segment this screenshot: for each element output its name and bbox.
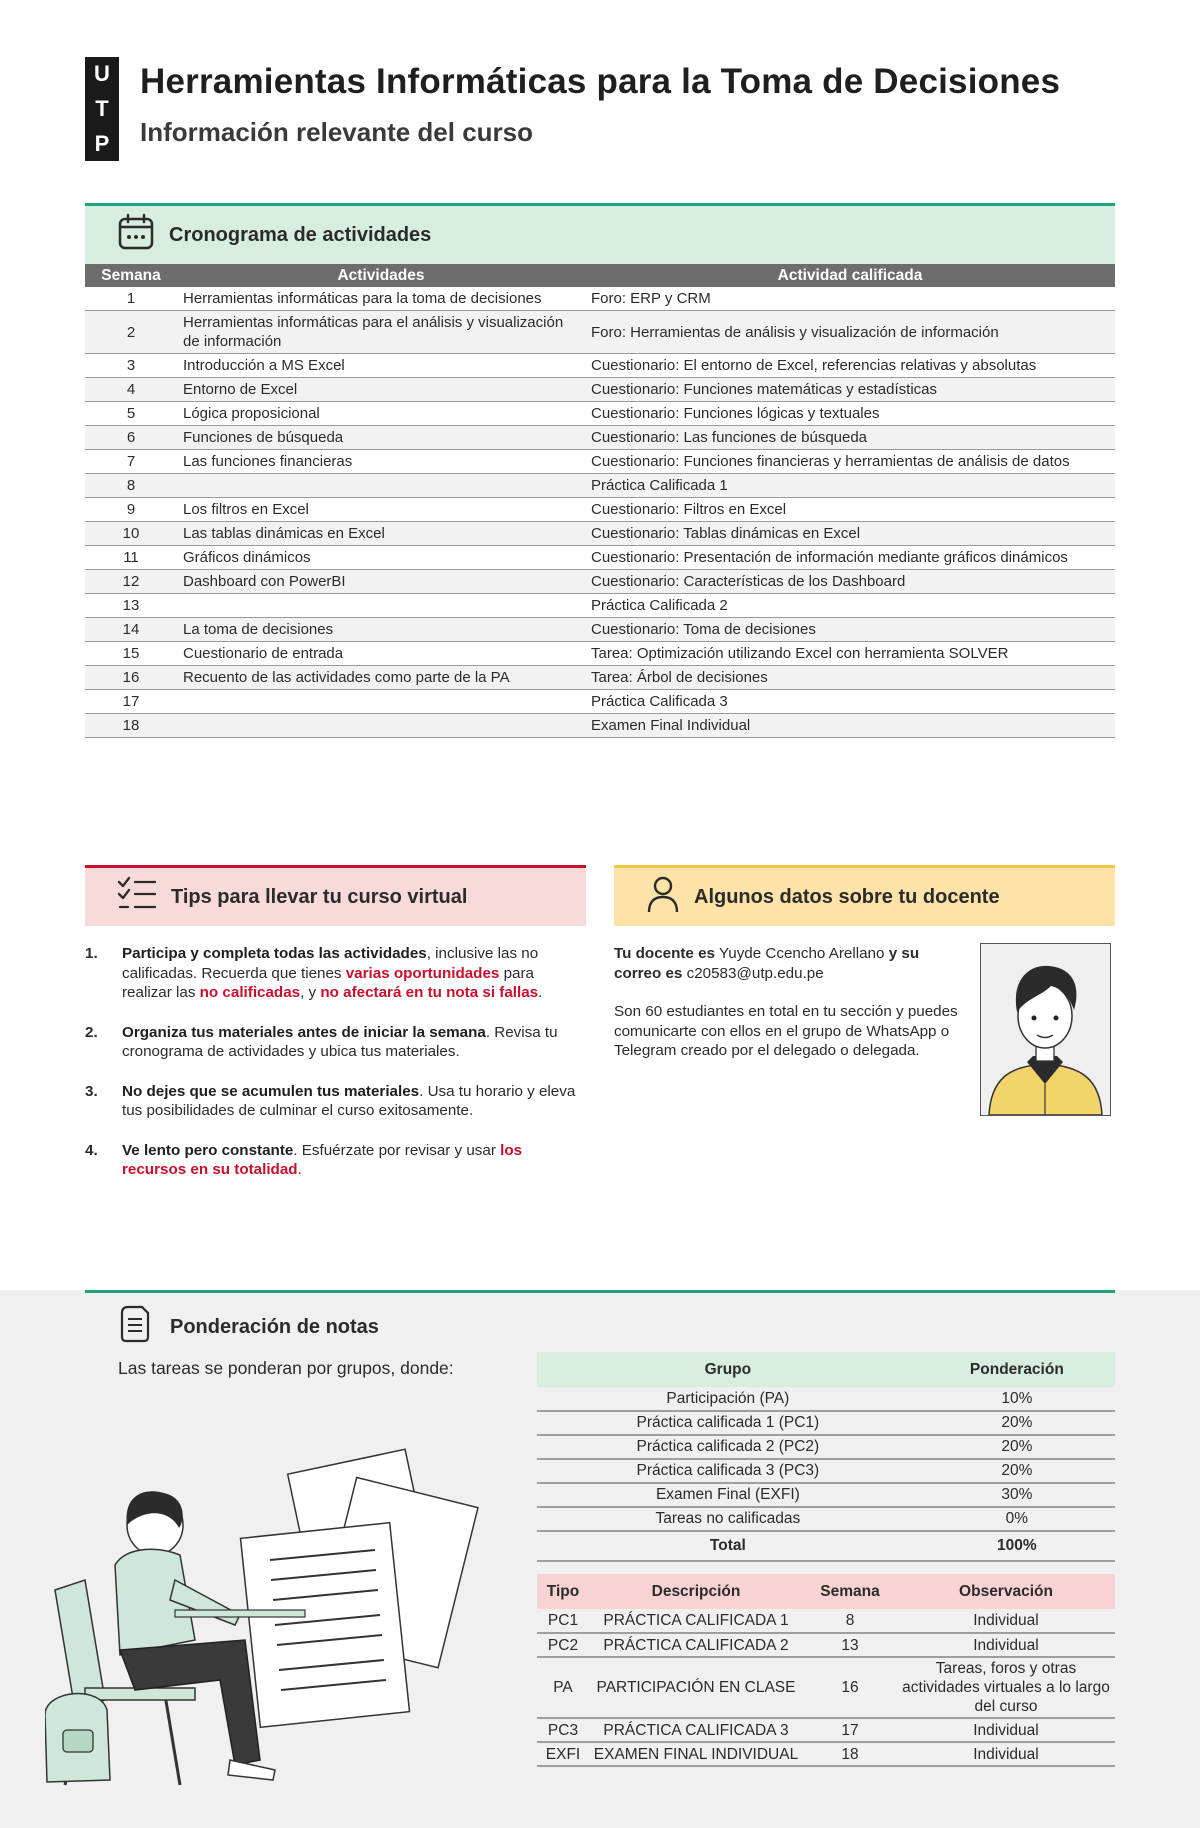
graded-activity-cell: Práctica Calificada 1 (585, 474, 1115, 498)
exam-papers (240, 1449, 477, 1727)
docente-name: Yuyde Ccencho Arellano (718, 945, 885, 962)
docente-and-label: y (888, 945, 898, 962)
col-ponderacion: Ponderación (919, 1352, 1115, 1387)
week-cell: 16 (85, 666, 177, 690)
schedule-row (85, 426, 1115, 450)
tip-text (122, 944, 585, 1003)
description-cell: PRÁCTICA CALIFICADA 3 (589, 1718, 803, 1742)
utp-logo (85, 57, 119, 161)
tip-text (122, 1023, 585, 1062)
schedule-row (85, 474, 1115, 498)
tip-text-part: no calificadas (199, 984, 301, 1001)
tip-text-part: para realizar las (122, 964, 534, 1001)
graded-activity-cell: Tarea: Optimización utilizando Excel con herramienta SOLVER (585, 642, 1115, 666)
tip-number: 1. (85, 945, 98, 962)
total-value: 100% (919, 1531, 1115, 1561)
graded-activity-cell: Cuestionario: Funciones lógicas y textuales (585, 402, 1115, 426)
tip-text (122, 1141, 585, 1180)
tip-item (85, 1141, 585, 1180)
week-cell: 17 (85, 690, 177, 714)
group-cell: Tareas no calificadas (537, 1507, 919, 1531)
weights-table (537, 1352, 1115, 1562)
activity-cell (177, 690, 585, 714)
tip-text-part: varias oportunidades (345, 964, 500, 982)
weights-row (537, 1435, 1115, 1459)
group-cell: Práctica calificada 3 (PC3) (537, 1459, 919, 1483)
schedule-row (85, 546, 1115, 570)
desk (175, 1610, 305, 1617)
schedule-title: Cronograma de actividades (169, 223, 432, 246)
graded-activity-cell: Práctica Calificada 3 (585, 690, 1115, 714)
schedule-row (85, 666, 1115, 690)
page-subtitle: Información relevante del curso (140, 117, 534, 147)
weight-cell: 20% (919, 1411, 1115, 1435)
activity-cell: Las tablas dinámicas en Excel (177, 522, 585, 546)
tip-text-part: los recursos en su totalidad (122, 1141, 523, 1178)
week-cell: 16 (803, 1657, 897, 1718)
logo-letter: T (95, 95, 109, 121)
observation-cell: Tareas, foros y otras actividades virtuales a lo largo del curso (897, 1657, 1115, 1718)
group-cell: Práctica calificada 2 (PC2) (537, 1435, 919, 1459)
activity-cell: Entorno de Excel (177, 378, 585, 402)
weight-cell: 0% (919, 1507, 1115, 1531)
group-cell: Examen Final (EXFI) (537, 1483, 919, 1507)
week-cell: 11 (85, 546, 177, 570)
details-row (537, 1633, 1115, 1657)
activity-cell: Los filtros en Excel (177, 498, 585, 522)
weights-header-row (537, 1352, 1115, 1387)
week-cell: 18 (803, 1742, 897, 1766)
docente-contact (614, 944, 964, 983)
description-cell: PRÁCTICA CALIFICADA 2 (589, 1633, 803, 1657)
schedule-row (85, 287, 1115, 311)
week-cell: 1 (85, 287, 177, 311)
schedule-row (85, 354, 1115, 378)
col-semana: Semana (803, 1574, 897, 1609)
docente-students-text: Son 60 estudiantes en total en tu sección y puedes comunicarte con ellos en el grupo de WhatsApp o Telegram creado por el delegado o delegada. (614, 1003, 958, 1059)
schedule-heading (85, 203, 1115, 264)
weights-row (537, 1411, 1115, 1435)
tip-text-part: Organiza tus materiales antes de iniciar la semana (122, 1023, 486, 1041)
details-row (537, 1742, 1115, 1766)
tipo-cell: PA (537, 1657, 589, 1718)
schedule-row (85, 594, 1115, 618)
schedule-row (85, 618, 1115, 642)
schedule-row (85, 450, 1115, 474)
col-tipo: Tipo (537, 1574, 589, 1609)
docente-heading (614, 865, 1115, 926)
week-cell: 12 (85, 570, 177, 594)
activity-cell: La toma de decisiones (177, 618, 585, 642)
col-actividades: Actividades (177, 264, 585, 287)
tipo-cell: PC2 (537, 1633, 589, 1657)
logo-letter: P (94, 130, 110, 156)
tip-number: 3. (85, 1082, 98, 1100)
tip-number: 2. (85, 1023, 98, 1041)
schedule-row (85, 378, 1115, 402)
col-descripcion: Descripción (589, 1574, 803, 1609)
tip-text-part: . Revisa tu cronograma de actividades y ubica tus materiales. (122, 1023, 558, 1060)
tip-text-part: , y (300, 984, 321, 1001)
week-cell: 15 (85, 642, 177, 666)
tip-text-part: no afectará en tu nota si fallas (320, 984, 539, 1001)
details-row (537, 1609, 1115, 1633)
weight-cell: 20% (919, 1459, 1115, 1483)
ponderacion-divider (85, 1290, 1115, 1293)
activity-cell: Recuento de las actividades como parte de la PA (177, 666, 585, 690)
activity-cell: Herramientas informáticas para el análisis y visualización de información (177, 311, 585, 354)
graded-activity-cell: Foro: ERP y CRM (585, 287, 1115, 311)
week-cell: 10 (85, 522, 177, 546)
schedule-header-row (85, 264, 1115, 287)
tip-number: 4. (85, 1141, 98, 1159)
graded-activity-cell: Foro: Herramientas de análisis y visualización de información (585, 311, 1115, 354)
activity-cell: Lógica proposicional (177, 402, 585, 426)
activity-cell (177, 594, 585, 618)
col-grupo: Grupo (537, 1352, 919, 1387)
week-cell: 18 (85, 714, 177, 738)
details-table (537, 1574, 1115, 1767)
schedule-row (85, 402, 1115, 426)
checklist-icon (117, 876, 157, 918)
activity-cell: Cuestionario de entrada (177, 642, 585, 666)
tip-item (85, 944, 585, 1003)
graded-activity-cell: Tarea: Árbol de decisiones (585, 666, 1115, 690)
total-label: Total (537, 1531, 919, 1561)
page-title: Herramientas Informáticas para la Toma de Decisiones (140, 62, 1061, 101)
week-cell: 17 (803, 1718, 897, 1742)
tip-text-part: . (538, 984, 543, 1001)
week-cell: 6 (85, 426, 177, 450)
graded-activity-cell: Cuestionario: Funciones financieras y herramientas de análisis de datos (585, 450, 1115, 474)
tip-text-part: No dejes que se acumulen tus materiales (122, 1082, 420, 1100)
docente-email[interactable]: c20583@utp.edu.pe (686, 964, 824, 982)
tip-text-part: , inclusive las no calificadas. Recuerda que tienes (122, 945, 539, 982)
tip-item (85, 1082, 585, 1121)
tip-text-part: . Esfuérzate por revisar y usar (293, 1141, 501, 1159)
graded-activity-cell: Cuestionario: Las funciones de búsqueda (585, 426, 1115, 450)
observation-cell: Individual (897, 1718, 1115, 1742)
graded-activity-cell: Examen Final Individual (585, 714, 1115, 738)
week-cell: 13 (803, 1633, 897, 1657)
week-cell: 14 (85, 618, 177, 642)
weight-cell: 30% (919, 1483, 1115, 1507)
details-header-row (537, 1574, 1115, 1609)
week-cell: 8 (85, 474, 177, 498)
tipo-cell: PC1 (537, 1609, 589, 1633)
graded-activity-cell: Cuestionario: Características de los Dashboard (585, 570, 1115, 594)
col-actividad-calificada: Actividad calificada (585, 264, 1115, 287)
col-semana: Semana (85, 264, 177, 287)
graded-activity-cell: Práctica Calificada 2 (585, 594, 1115, 618)
weight-cell: 10% (919, 1387, 1115, 1411)
weight-cell: 20% (919, 1435, 1115, 1459)
week-cell: 5 (85, 402, 177, 426)
tipo-cell: PC3 (537, 1718, 589, 1742)
docente-title: Algunos datos sobre tu docente (694, 885, 1000, 908)
observation-cell: Individual (897, 1742, 1115, 1766)
ponderacion-intro: Las tareas se ponderan por grupos, donde: (118, 1358, 454, 1378)
tip-text (122, 1082, 585, 1121)
tip-text-part: Ve lento pero constante (122, 1141, 294, 1159)
week-cell: 3 (85, 354, 177, 378)
graded-activity-cell: Cuestionario: Filtros en Excel (585, 498, 1115, 522)
activity-cell (177, 714, 585, 738)
activity-cell: Gráficos dinámicos (177, 546, 585, 570)
week-cell: 4 (85, 378, 177, 402)
graded-activity-cell: Cuestionario: El entorno de Excel, referencias relativas y absolutas (585, 354, 1115, 378)
tipo-cell: EXFI (537, 1742, 589, 1766)
docente-mail-label: su correo es (614, 945, 920, 982)
weights-total-row (537, 1531, 1115, 1561)
tip-text-part: . (297, 1161, 302, 1178)
activity-cell: Introducción a MS Excel (177, 354, 585, 378)
tip-item (85, 1023, 585, 1062)
docente-intro-label: Tu docente es (614, 945, 715, 962)
schedule-row (85, 714, 1115, 738)
weights-row (537, 1507, 1115, 1531)
details-row (537, 1718, 1115, 1742)
ponderacion-title: Ponderación de notas (170, 1315, 379, 1338)
schedule-row (85, 690, 1115, 714)
tips-list (85, 944, 585, 1200)
schedule-row (85, 522, 1115, 546)
schedule-row (85, 570, 1115, 594)
col-observacion: Observación (897, 1574, 1115, 1609)
logo-letter: U (94, 61, 110, 87)
tips-title: Tips para llevar tu curso virtual (171, 885, 468, 908)
week-cell: 8 (803, 1609, 897, 1633)
description-cell: PARTICIPACIÓN EN CLASE (589, 1657, 803, 1718)
description-cell: PRÁCTICA CALIFICADA 1 (589, 1609, 803, 1633)
details-row (537, 1657, 1115, 1718)
docente-avatar (980, 943, 1111, 1116)
graded-activity-cell: Cuestionario: Funciones matemáticas y estadísticas (585, 378, 1115, 402)
tip-text-part: Participa y completa todas las actividades (122, 945, 427, 962)
week-cell: 7 (85, 450, 177, 474)
graded-activity-cell: Cuestionario: Toma de decisiones (585, 618, 1115, 642)
ponderacion-heading (120, 1305, 379, 1349)
observation-cell: Individual (897, 1633, 1115, 1657)
calendar-icon (117, 213, 155, 257)
activity-cell: Dashboard con PowerBI (177, 570, 585, 594)
tips-heading (85, 865, 586, 926)
weights-row (537, 1459, 1115, 1483)
docente-info (614, 944, 964, 1080)
user-icon (646, 875, 680, 919)
activity-cell: Las funciones financieras (177, 450, 585, 474)
tip-text-part: . Usa tu horario y eleva tus posibilidades de culminar el curso exitosamente. (122, 1082, 576, 1119)
weights-row (537, 1387, 1115, 1411)
activity-cell (177, 474, 585, 498)
document-icon (120, 1305, 150, 1349)
group-cell: Práctica calificada 1 (PC1) (537, 1411, 919, 1435)
activity-cell: Funciones de búsqueda (177, 426, 585, 450)
activity-cell: Herramientas informáticas para la toma de decisiones (177, 287, 585, 311)
student-illustration (45, 1440, 485, 1790)
week-cell: 13 (85, 594, 177, 618)
schedule-row (85, 642, 1115, 666)
schedule-row (85, 311, 1115, 354)
weights-row (537, 1483, 1115, 1507)
week-cell: 2 (85, 311, 177, 354)
backpack (45, 1694, 110, 1782)
graded-activity-cell: Cuestionario: Tablas dinámicas en Excel (585, 522, 1115, 546)
schedule-row (85, 498, 1115, 522)
week-cell: 9 (85, 498, 177, 522)
description-cell: EXAMEN FINAL INDIVIDUAL (589, 1742, 803, 1766)
schedule-table (85, 264, 1115, 738)
graded-activity-cell: Cuestionario: Presentación de información mediante gráficos dinámicos (585, 546, 1115, 570)
observation-cell: Individual (897, 1609, 1115, 1633)
group-cell: Participación (PA) (537, 1387, 919, 1411)
